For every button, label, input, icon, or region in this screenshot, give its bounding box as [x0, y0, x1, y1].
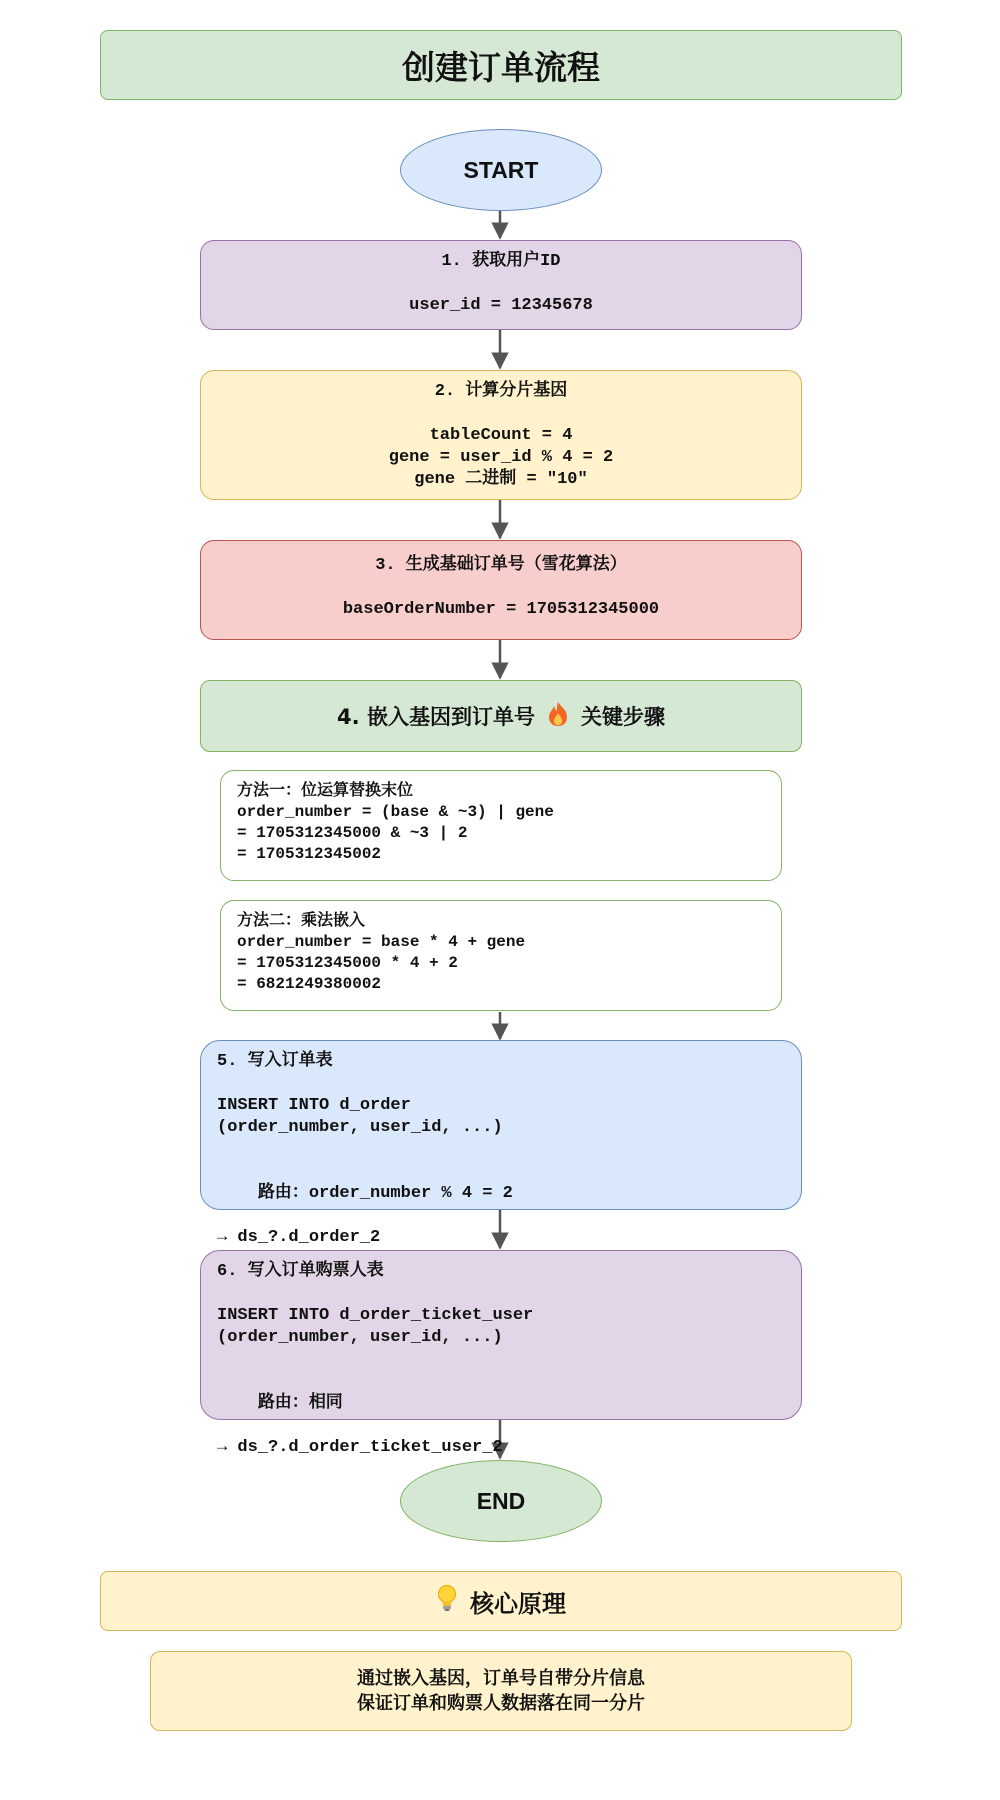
step5-route-expr: order_number % 4 = 2: [308, 1184, 513, 1203]
step5-box: [200, 1040, 802, 1247]
step6-route-expr: 相同: [308, 1394, 343, 1413]
step3-code: baseOrderNumber = 1705312345000: [342, 600, 660, 619]
step3-title: 3. 生成基础订单号（雪花算法）: [375, 556, 627, 575]
method2-line: order_number = base * 4 + gene: [237, 933, 526, 951]
end-label: END: [476, 1487, 526, 1514]
step4-box: [200, 680, 802, 752]
step5-title: 5. 写入订单表: [217, 1052, 333, 1071]
method1-line: = 1705312345000 & ~3 | 2: [237, 824, 468, 842]
step6-sql: INSERT INTO d_order_ticket_user: [217, 1306, 534, 1325]
page-title: [100, 30, 902, 100]
method1-line: order_number = (base & ~3) | gene: [237, 803, 554, 821]
core-principle-header: [100, 1571, 902, 1631]
method2-title: 方法二：乘法嵌入: [237, 912, 366, 930]
flame-icon: [547, 701, 569, 732]
lightbulb-icon: [436, 1584, 458, 1618]
method1-box: [220, 770, 782, 881]
step5-route-target: → ds_?.d_order_2: [217, 1228, 381, 1247]
method2-line: = 1705312345000 * 4 + 2: [237, 954, 458, 972]
step5-sql: (order_number, user_id, ...): [217, 1118, 503, 1137]
principle-line: 通过嵌入基因，订单号自带分片信息: [357, 1668, 645, 1689]
step2-line: gene = user_id % 4 = 2: [388, 448, 614, 467]
step4-note: 关键步骤: [580, 705, 665, 729]
step2-line: gene 二进制 = "10": [414, 470, 588, 489]
step5-route: [217, 1161, 785, 1227]
step6-sql: (order_number, user_id, ...): [217, 1328, 503, 1347]
step3-box: [200, 540, 802, 640]
start-node: [400, 129, 602, 211]
step2-box: [200, 370, 802, 500]
step1-title: 1. 获取用户ID: [441, 252, 561, 271]
step2-title: 2. 计算分片基因: [434, 382, 568, 401]
step2-line: tableCount = 4: [429, 426, 573, 445]
step5-route-label: 路由：: [257, 1184, 309, 1203]
step6-box: [200, 1250, 802, 1457]
step6-route-target: → ds_?.d_order_ticket_user_2: [217, 1438, 503, 1457]
step1-code: user_id = 12345678: [409, 296, 593, 315]
end-node: [400, 1460, 602, 1542]
step4-label: 4. 嵌入基因到订单号: [337, 705, 535, 729]
method2-box: [220, 900, 782, 1011]
principle-line: 保证订单和购票人数据落在同一分片: [357, 1693, 645, 1714]
principle-box: [150, 1651, 852, 1731]
step6-route: [217, 1371, 785, 1437]
core-principle-label: 核心原理: [470, 1589, 566, 1618]
step1-box: [200, 240, 802, 330]
method1-title: 方法一：位运算替换末位: [237, 782, 414, 800]
method2-line: = 6821249380002: [237, 975, 382, 993]
step5-sql: INSERT INTO d_order: [217, 1096, 411, 1115]
page-title-text: 创建订单流程: [402, 47, 600, 87]
start-label: START: [463, 156, 539, 183]
method1-line: = 1705312345002: [237, 845, 382, 863]
step6-title: 6. 写入订单购票人表: [217, 1262, 384, 1281]
step6-route-label: 路由：: [257, 1394, 309, 1413]
